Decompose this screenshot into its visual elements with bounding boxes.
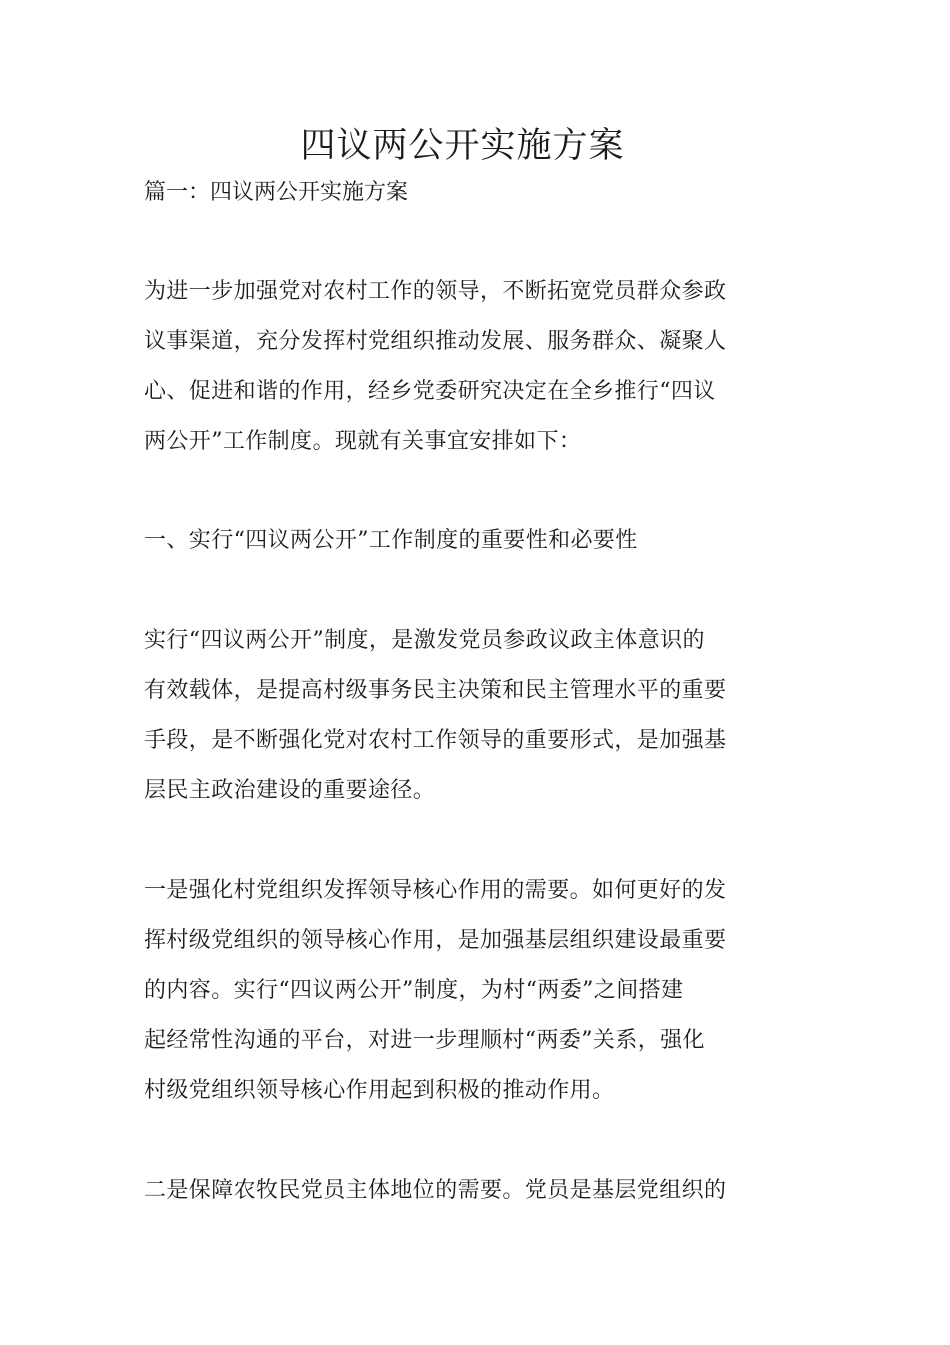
paragraph-importance bbox=[144, 616, 744, 816]
paragraph-line: 有效载体，是提高村级事务民主决策和民主管理水平的重要 bbox=[144, 678, 727, 703]
paragraph-line: 实行“四议两公开”制度，是激发党员参政议政主体意识的 bbox=[144, 628, 705, 653]
paragraph-line: 的内容。实行“四议两公开”制度，为村“两委”之间搭建 bbox=[144, 978, 684, 1003]
paragraph-line: 挥村级党组织的领导核心作用，是加强基层组织建设最重要 bbox=[144, 928, 727, 953]
paragraph-line: 心、促进和谐的作用，经乡党委研究决定在全乡推行“四议 bbox=[144, 379, 716, 404]
document-subtitle: 篇一：四议两公开实施方案 bbox=[144, 180, 409, 205]
paragraph-line: 为进一步加强党对农村工作的领导，不断拓宽党员群众参政 bbox=[144, 279, 727, 304]
paragraph-line: 两公开”工作制度。现就有关事宜安排如下： bbox=[144, 429, 582, 454]
paragraph-line: 议事渠道，充分发挥村党组织推动发展、服务群众、凝聚人 bbox=[144, 329, 727, 354]
paragraph-line: 起经常性沟通的平台，对进一步理顺村“两委”关系，强化 bbox=[144, 1028, 705, 1053]
section-heading-1 bbox=[144, 516, 744, 566]
document-title: 四议两公开实施方案 bbox=[300, 126, 625, 166]
paragraph-point-one bbox=[144, 866, 744, 1116]
heading-line: 一、实行“四议两公开”工作制度的重要性和必要性 bbox=[144, 528, 638, 553]
paragraph-line: 一是强化村党组织发挥领导核心作用的需要。如何更好的发 bbox=[144, 878, 727, 903]
paragraph-line: 村级党组织领导核心作用起到积极的推动作用。 bbox=[144, 1078, 615, 1103]
paragraph-line: 层民主政治建设的重要途径。 bbox=[144, 778, 436, 803]
paragraph-line: 二是保障农牧民党员主体地位的需要。党员是基层党组织的 bbox=[144, 1178, 727, 1203]
paragraph-intro bbox=[144, 267, 744, 467]
paragraph-line: 手段，是不断强化党对农村工作领导的重要形式，是加强基 bbox=[144, 728, 727, 753]
paragraph-point-two bbox=[144, 1166, 744, 1216]
